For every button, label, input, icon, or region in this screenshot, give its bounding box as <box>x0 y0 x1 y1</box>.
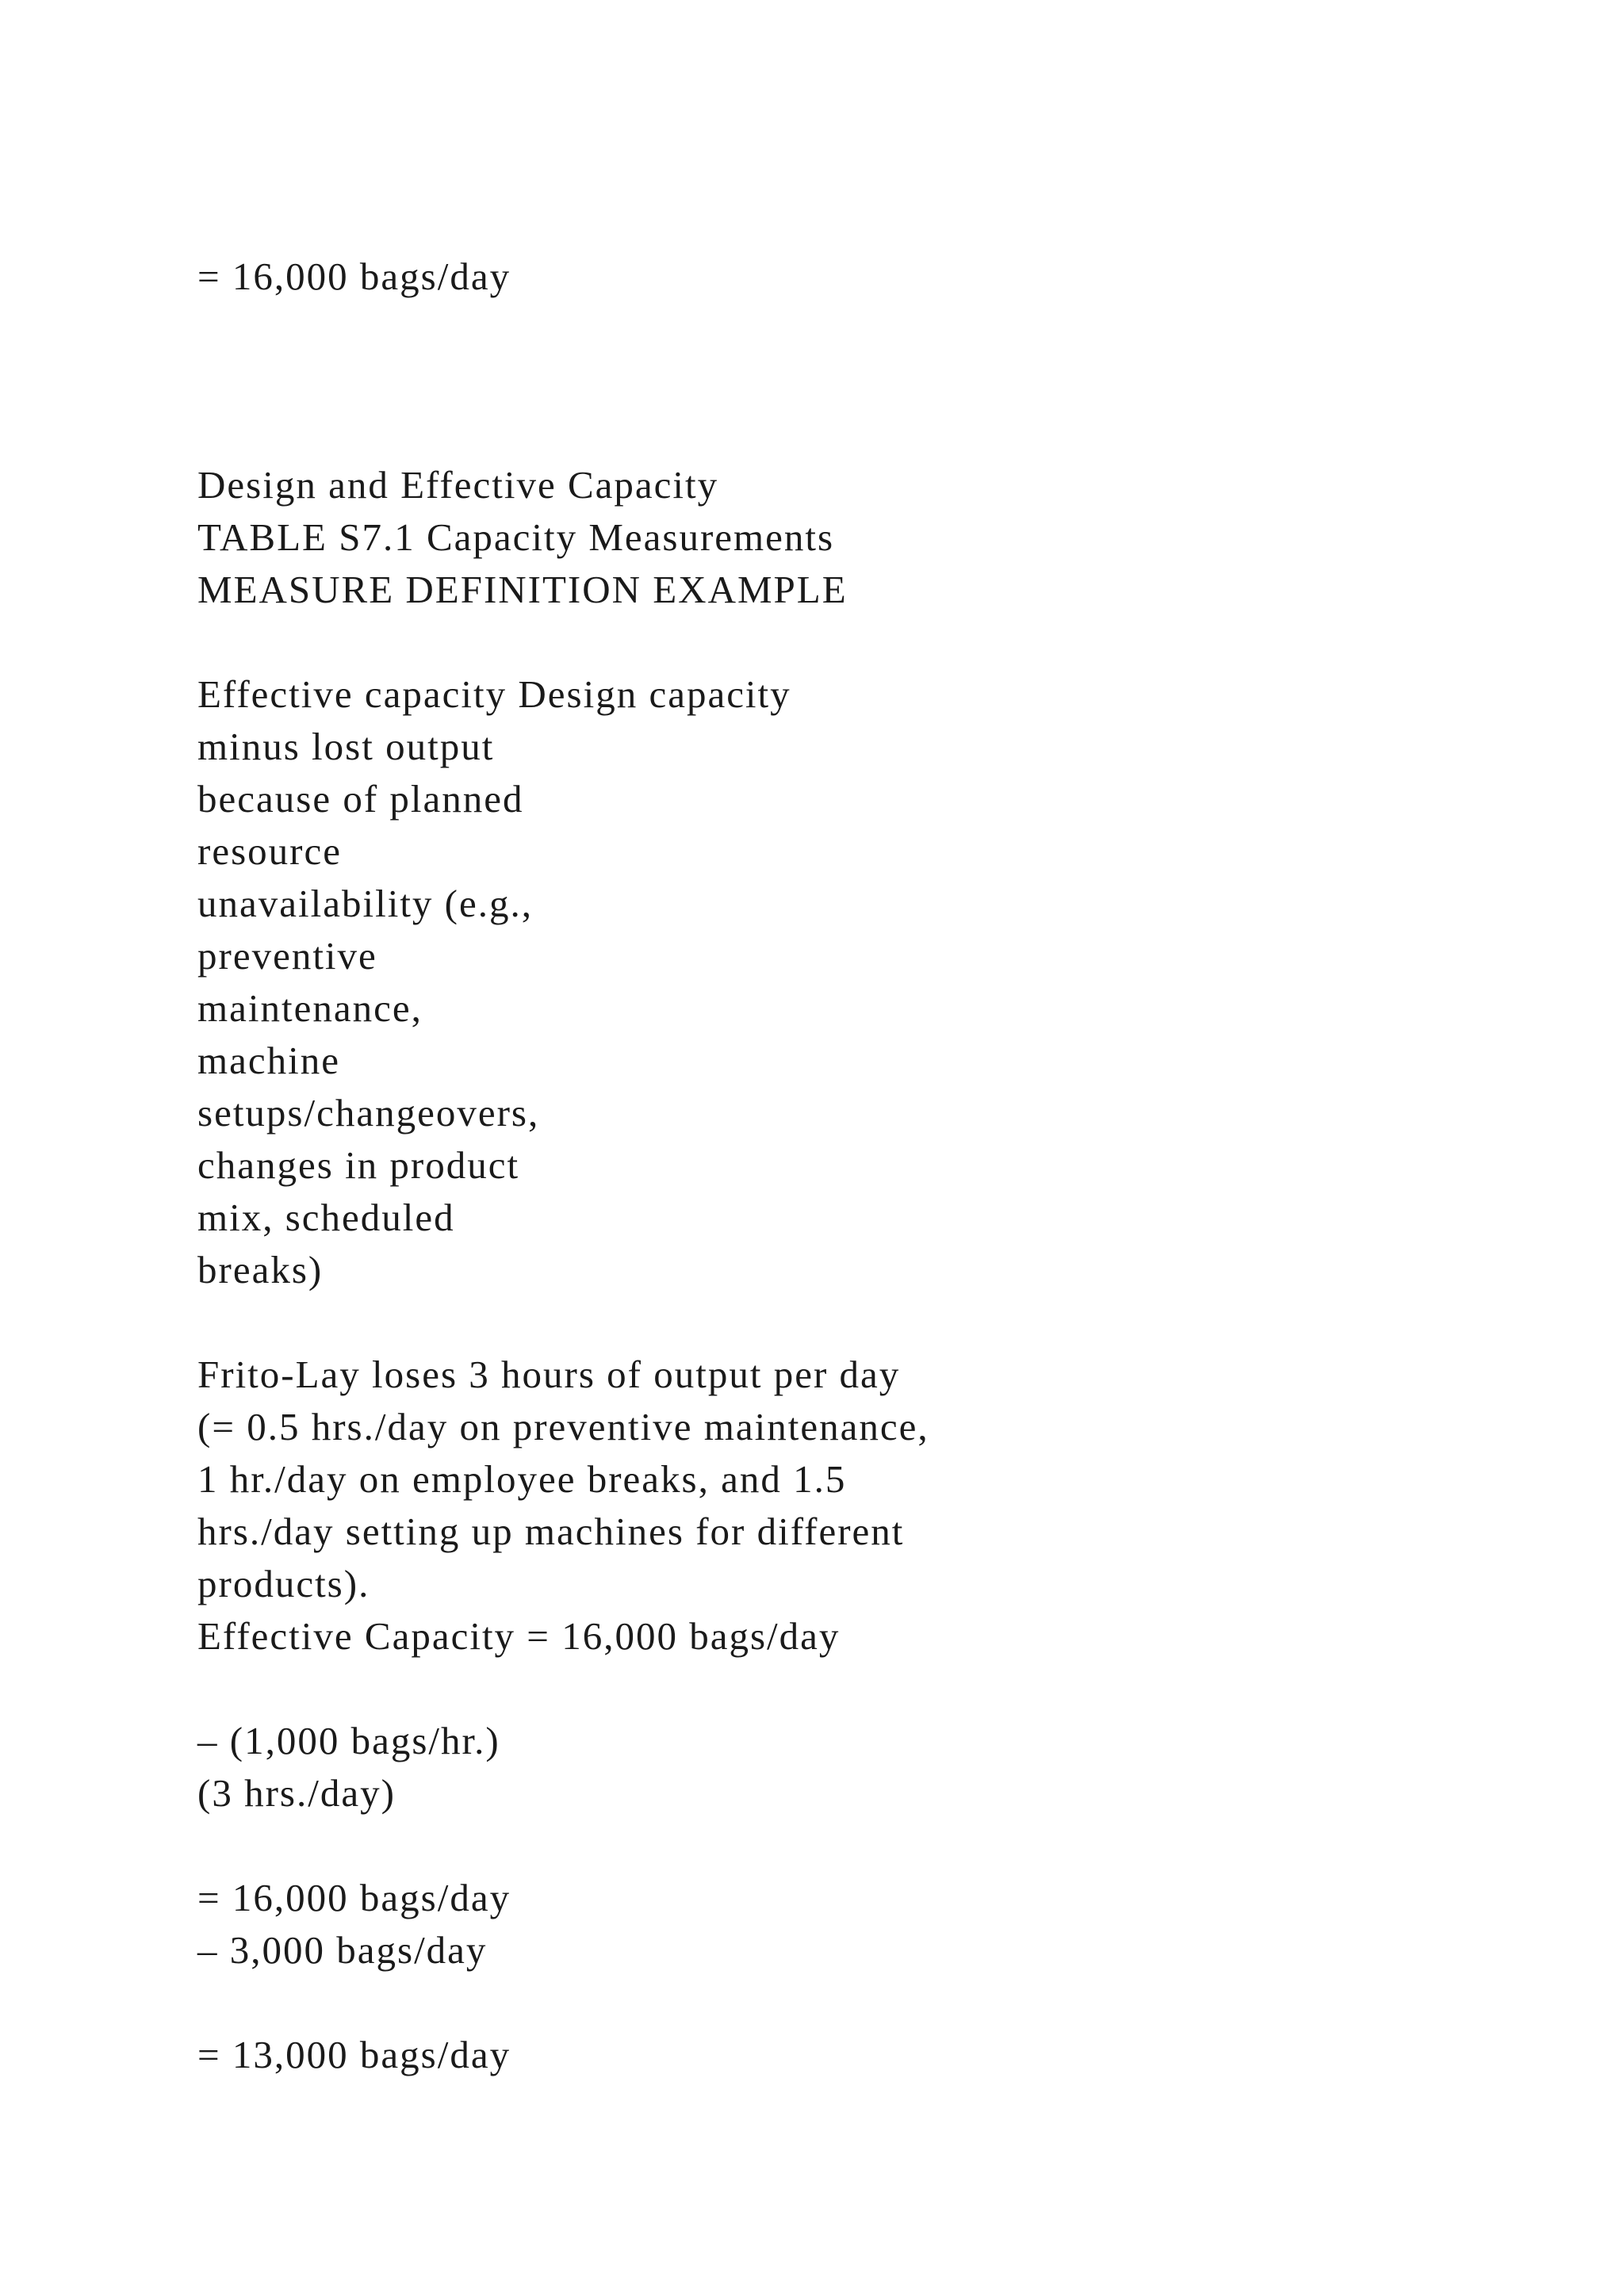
effective-capacity-line: Effective Capacity = 16,000 bags/day <box>197 1614 841 1658</box>
table-header: MEASURE DEFINITION EXAMPLE <box>197 568 848 611</box>
result-line: = 16,000 bags/day <box>197 1876 511 1919</box>
example-line: (= 0.5 hrs./day on preventive maintenance, <box>197 1405 929 1448</box>
definition-line: breaks) <box>197 1248 324 1292</box>
example-line: hrs./day setting up machines for different <box>197 1510 905 1553</box>
calculation-line: – (1,000 bags/hr.) <box>197 1719 500 1762</box>
example-line: Frito-Lay loses 3 hours of output per day <box>197 1353 901 1396</box>
definition-line: machine <box>197 1039 340 1082</box>
definition-line: unavailability (e.g., <box>197 882 533 925</box>
definition-line: maintenance, <box>197 986 423 1030</box>
final-result-line: = 13,000 bags/day <box>197 2033 511 2076</box>
definition-line: setups/changeovers, <box>197 1091 540 1135</box>
definition-line: preventive <box>197 934 377 978</box>
result-line-top: = 16,000 bags/day <box>197 254 511 298</box>
calculation-line: (3 hrs./day) <box>197 1771 396 1815</box>
definition-line: because of planned <box>197 777 524 821</box>
table-title: TABLE S7.1 Capacity Measurements <box>197 515 835 559</box>
definition-line: minus lost output <box>197 725 495 768</box>
example-line: products). <box>197 1562 370 1605</box>
definition-line: changes in product <box>197 1143 520 1187</box>
example-line: 1 hr./day on employee breaks, and 1.5 <box>197 1457 847 1501</box>
result-line: – 3,000 bags/day <box>197 1928 488 1972</box>
definition-line: Effective capacity Design capacity <box>197 672 791 716</box>
section-heading: Design and Effective Capacity <box>197 463 719 507</box>
definition-line: resource <box>197 829 342 873</box>
definition-line: mix, scheduled <box>197 1196 455 1239</box>
